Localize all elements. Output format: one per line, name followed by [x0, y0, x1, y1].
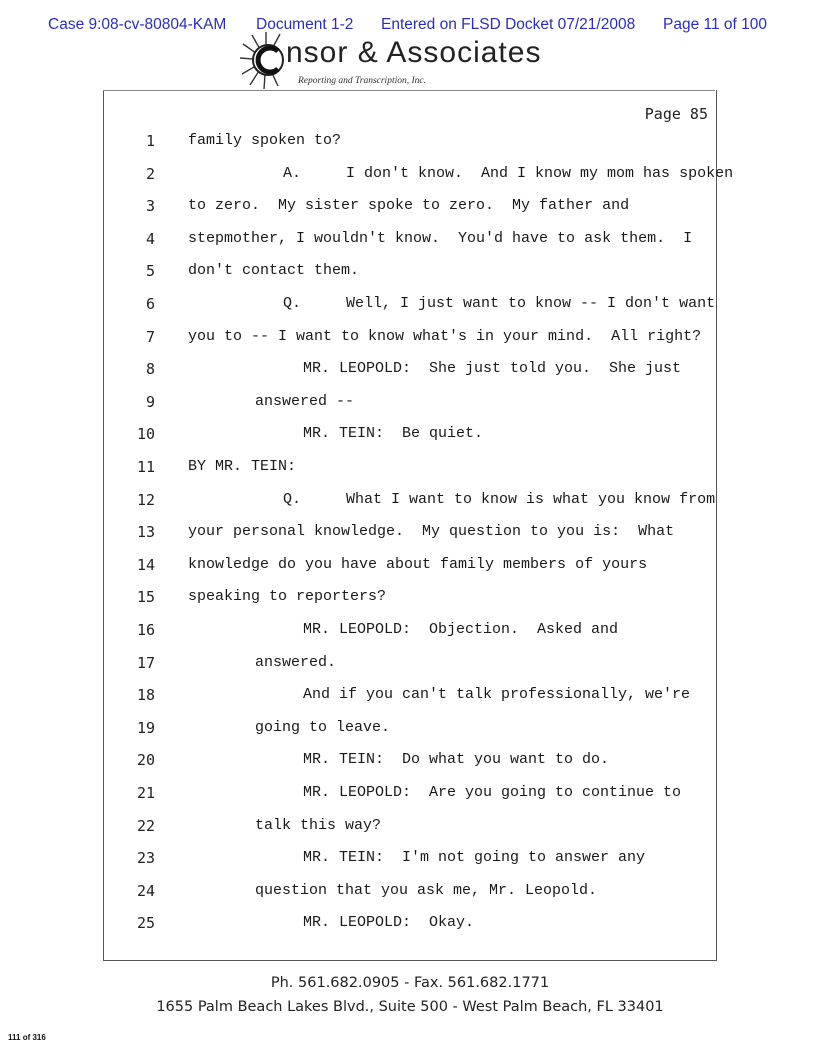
transcript-line [103, 491, 715, 525]
transcript-line [103, 784, 715, 818]
line-number: 4 [145, 229, 155, 248]
line-number: 1 [145, 132, 155, 150]
transcript-line [103, 686, 715, 720]
line-number: 6 [145, 295, 155, 313]
letterhead-name: nsor & Associates [286, 36, 542, 69]
case-number: Case 9:08-cv-80804-KAM [48, 16, 227, 33]
transcript-line [103, 393, 715, 427]
line-text: don't contact them. [188, 262, 360, 280]
line-number: 11 [136, 458, 155, 476]
transcript-page-label: Page 85 [644, 105, 708, 123]
line-number: 17 [136, 653, 155, 672]
footer-phone: Ph. 561.682.0905 - Fax. 561.682.1771 [270, 975, 550, 991]
line-number: 10 [136, 425, 155, 444]
line-number: 21 [136, 784, 155, 802]
transcript-line [103, 719, 715, 753]
line-text: And if you can't talk professionally, we're [303, 686, 691, 704]
line-number: 12 [136, 490, 155, 509]
transcript-line [103, 654, 715, 688]
line-text: MR. LEOPOLD: She just told you. She just [303, 360, 682, 378]
line-text: answered. [255, 653, 337, 671]
line-text: to zero. My sister spoke to zero. My father and [188, 197, 630, 215]
transcript-line [103, 328, 715, 362]
line-text: MR. TEIN: Be quiet. [303, 425, 484, 443]
line-text: MR. TEIN: Do what you want to do. [303, 751, 610, 769]
line-text: answered -- [255, 392, 355, 410]
line-number: 19 [136, 718, 155, 737]
line-text: your personal knowledge. My question to you is: What [188, 523, 675, 541]
letterhead-logo [240, 30, 570, 94]
line-number: 20 [136, 751, 155, 770]
line-number: 8 [145, 360, 155, 379]
line-text: MR. LEOPOLD: Objection. Asked and [303, 621, 619, 638]
line-number: 3 [145, 197, 155, 216]
transcript-line [103, 262, 715, 296]
sunburst-c-icon [240, 30, 288, 90]
transcript-line [103, 751, 715, 785]
transcript-frame-top [103, 90, 715, 91]
transcript-line [103, 523, 715, 557]
transcript-line [103, 132, 715, 166]
transcript-line [103, 458, 715, 492]
line-number: 24 [136, 881, 155, 900]
line-number: 16 [136, 621, 155, 639]
line-text: Q. What I want to know is what you know from [283, 490, 716, 508]
transcript-line [103, 556, 715, 590]
line-number: 2 [145, 164, 155, 183]
line-text: MR. TEIN: I'm not going to answer any [303, 849, 646, 867]
line-number: 18 [136, 686, 155, 705]
transcript-line [103, 164, 734, 199]
transcript-line [103, 197, 715, 231]
line-number: 9 [145, 392, 155, 411]
transcript-line [103, 230, 715, 264]
line-text: talk this way? [255, 816, 382, 834]
line-text: you to -- I want to know what's in your mind. All right? [188, 327, 702, 345]
line-text: question that you ask me, Mr. Leopold. [255, 881, 598, 899]
line-text: stepmother, I wouldn't know. You'd have to ask them. I [188, 229, 693, 247]
transcript-line [103, 817, 715, 851]
line-number: 5 [145, 262, 155, 281]
document-number: Document 1-2 [256, 16, 354, 33]
line-number: 13 [136, 523, 155, 542]
transcript-line [103, 295, 715, 329]
footer-address: 1655 Palm Beach Lakes Blvd., Suite 500 - West Palm Beach, FL 33401 [156, 999, 664, 1015]
transcript-line [103, 425, 715, 459]
transcript-line [103, 588, 715, 622]
transcript-line [103, 914, 715, 948]
line-text: going to leave. [255, 718, 391, 736]
docket-entry: Entered on FLSD Docket 07/21/2008 [381, 16, 636, 33]
line-number: 25 [136, 914, 155, 933]
line-text: Q. Well, I just want to know -- I don't want [283, 295, 716, 312]
line-number: 22 [136, 816, 155, 835]
letterhead-tagline: Reporting and Transcription, Inc. [298, 76, 426, 86]
line-text: BY MR. TEIN: [188, 458, 297, 475]
line-text: knowledge do you have about family members of yours [188, 555, 648, 573]
line-text: A. I don't know. And I know my mom has spoken [283, 164, 734, 182]
line-number: 23 [136, 849, 155, 868]
line-text: speaking to reporters? [188, 588, 387, 606]
transcript-line [103, 360, 715, 394]
transcript-line [103, 849, 715, 883]
line-text: MR. LEOPOLD: Okay. [303, 914, 475, 932]
line-number: 15 [136, 588, 155, 607]
line-text: family spoken to? [188, 132, 342, 149]
line-number: 7 [145, 327, 155, 346]
page-count: Page 11 of 100 [663, 16, 767, 33]
line-number: 14 [136, 555, 155, 574]
line-text: MR. LEOPOLD: Are you going to continue to [303, 784, 682, 801]
bates-number: 111 of 316 [8, 1033, 46, 1042]
transcript-line [103, 882, 715, 916]
transcript-line [103, 621, 715, 655]
